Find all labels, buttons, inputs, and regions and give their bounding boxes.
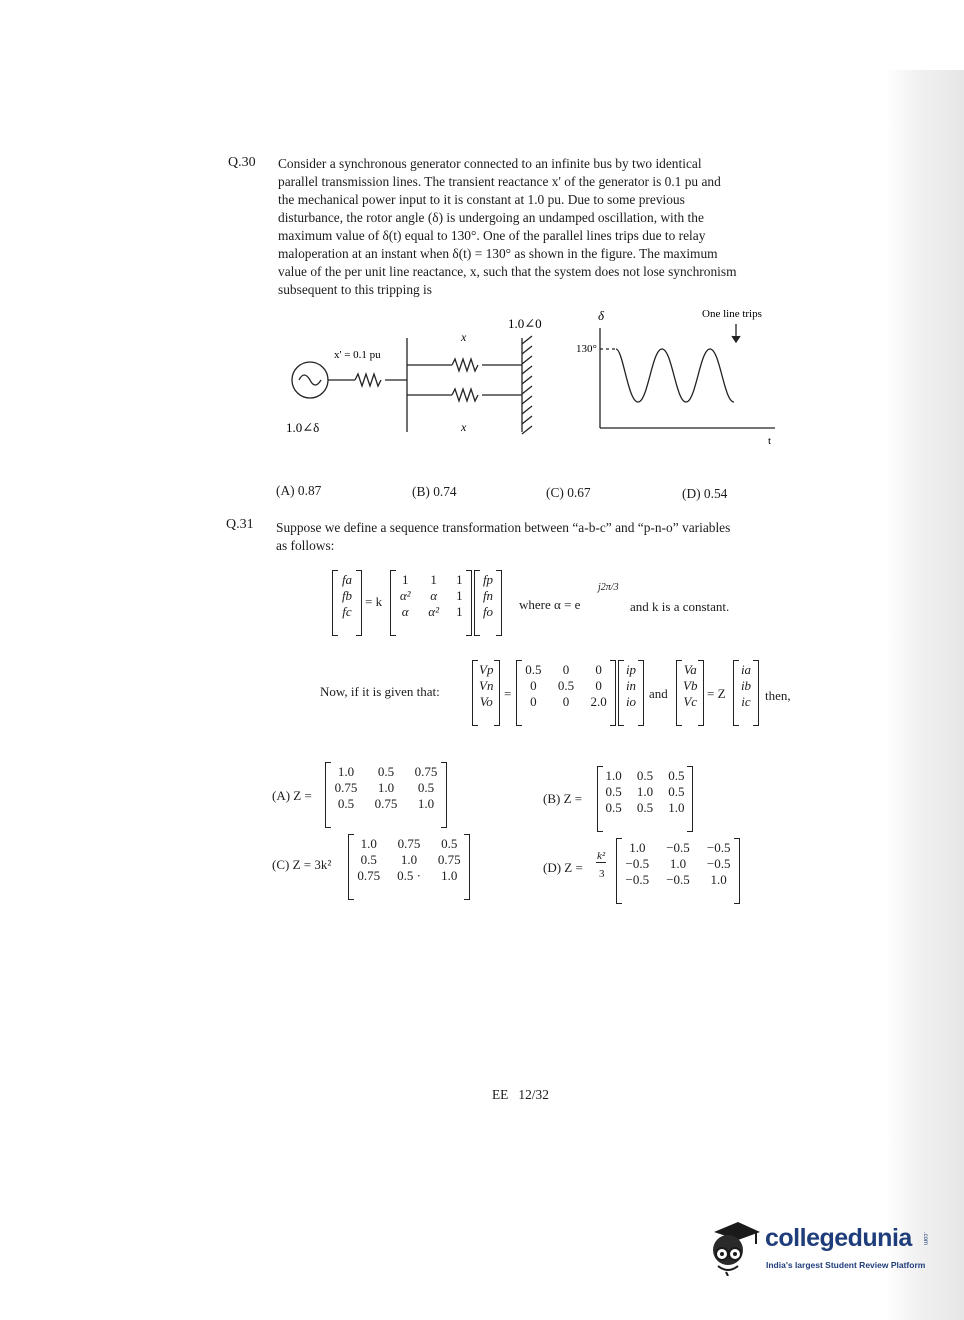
matrix-cell: −0.5 <box>625 856 650 871</box>
matrix-cell: 1 <box>456 588 463 603</box>
matrix-cell: 0 <box>530 678 537 693</box>
f-b: fb <box>341 588 353 603</box>
matrix-cell: 0.5 <box>360 852 377 867</box>
option-a-matrix <box>325 762 447 828</box>
v-abc-vector <box>676 660 704 726</box>
matrix-cell: −0.5 <box>666 872 690 887</box>
v-o: Vo <box>479 694 493 709</box>
matrix-cell: 1.0 <box>710 872 727 887</box>
matrix-cell: 0 <box>562 662 570 677</box>
matrix-cell: α² <box>428 604 439 619</box>
matrix-cell: 0 <box>595 662 602 677</box>
q30-option-c[interactable]: (C) 0.67 <box>546 485 591 500</box>
matrix-cell: 0 <box>530 694 537 709</box>
q30-option-a[interactable]: (A) 0.87 <box>276 483 322 498</box>
gen-voltage-label: 1.0∠δ <box>286 420 320 435</box>
f-c: fc <box>342 604 352 619</box>
matrix-cell: 0.5 <box>441 836 458 851</box>
matrix-cell: 0.5 <box>605 800 622 815</box>
matrix-cell: 0.75 <box>437 852 461 867</box>
option-d-fraction-num: k² <box>597 850 606 862</box>
matrix-cell: 1 <box>456 572 463 587</box>
q31-line: as follows: <box>276 538 335 553</box>
reactance-xprime <box>355 374 381 386</box>
eq2-and: and <box>649 686 668 701</box>
time-axis-label: t <box>768 435 772 447</box>
option-d-fraction-den: 3 <box>599 868 605 880</box>
q30-line: subsequent to this tripping is <box>278 282 432 297</box>
bus-voltage-label: 1.0∠0 <box>508 316 542 331</box>
v-p: Vp <box>479 662 494 677</box>
matrix-cell: 0.75 <box>374 796 398 811</box>
q30-line: maximum value of δ(t) equal to 130°. One of the parallel lines trips due to relay <box>278 228 706 243</box>
line-top-reactance <box>452 359 478 371</box>
matrix-cell: 1.0 <box>360 836 377 851</box>
matrix-cell: 0.5 · <box>397 868 421 883</box>
f-o: fo <box>482 604 494 619</box>
matrix-cell: 0.75 <box>357 868 381 883</box>
q30-line: the mechanical power input to it is constant at 1.0 pu. Due to some previous <box>278 192 685 207</box>
gen-reactance-label: x' = 0.1 pu <box>334 349 381 361</box>
angle-130-label: 130° <box>576 343 597 355</box>
i-pno-vector <box>618 660 644 726</box>
i-b: ib <box>740 678 752 693</box>
q30-option-d[interactable]: (D) 0.54 <box>682 486 728 501</box>
option-c-matrix <box>348 834 470 900</box>
matrix-cell: 1.0 <box>441 868 458 883</box>
option-a-label: (A) Z = <box>272 788 312 803</box>
option-d-label: (D) Z = <box>543 860 583 875</box>
matrix-cell: 0.5 <box>636 800 654 815</box>
f-p: fp <box>482 572 494 587</box>
matrix-cell: −0.5 <box>666 840 690 855</box>
matrix-cell: 1.0 <box>400 852 418 867</box>
q30-line: Consider a synchronous generator connected to an infinite bus by two identical <box>278 156 702 171</box>
option-b-matrix <box>597 766 693 832</box>
f-pno-vector <box>474 570 502 636</box>
q30-number: Q.30 <box>228 155 256 170</box>
rotor-angle-curve <box>616 349 734 402</box>
alpha-definition: where α = e <box>519 597 581 612</box>
q31-line: Suppose we define a sequence transformation between “a-b-c” and “p-n-o” variables <box>276 520 731 535</box>
logo-tld: .com <box>922 1232 928 1246</box>
matrix-cell: 1.0 <box>417 796 435 811</box>
i-c: ic <box>741 694 751 709</box>
i-o: io <box>625 694 637 709</box>
option-b-label: (B) Z = <box>543 791 583 806</box>
matrix-cell: 0.5 <box>525 662 542 677</box>
matrix-cell: α² <box>399 588 411 603</box>
matrix-cell: 1.0 <box>669 856 687 871</box>
f-abc-vector <box>332 570 362 636</box>
matrix-cell: α <box>401 604 409 619</box>
matrix-cell: 0.5 <box>636 768 654 783</box>
matrix-cell: 1.0 <box>605 768 622 783</box>
page-footer: EE 12/32 <box>492 1087 549 1102</box>
i-a: ia <box>740 662 752 677</box>
eq2-then: then, <box>765 688 791 703</box>
matrix-cell: −0.5 <box>625 872 650 887</box>
v-c: Vc <box>683 694 698 709</box>
matrix-cell: 1.0 <box>668 800 685 815</box>
eq2-equals-z: = Z <box>707 686 726 701</box>
matrix-cell: −0.5 <box>706 856 731 871</box>
matrix-cell: 0.5 <box>668 784 685 799</box>
matrix-cell: 0.5 <box>605 784 622 799</box>
i-abc-vector <box>733 660 759 726</box>
v-b: Vb <box>683 678 698 693</box>
q30-line: parallel transmission lines. The transient reactance x' of the generator is 0.1 pu and <box>278 174 721 189</box>
logo-name: collegedunia <box>765 1224 912 1252</box>
matrix-cell: 2.0 <box>590 694 607 709</box>
matrix-cell: 0.75 <box>334 780 358 795</box>
i-p: ip <box>625 662 637 677</box>
matrix-cell: 0 <box>595 678 602 693</box>
q31-text <box>276 519 806 555</box>
i-n: in <box>625 678 637 693</box>
q30-line: value of the per unit line reactance, x, such that the system does not lose synchronism <box>278 264 737 279</box>
matrix-cell: 0.5 <box>668 768 685 783</box>
option-d-matrix <box>616 838 740 904</box>
v-n: Vn <box>479 678 494 693</box>
v-a: Va <box>683 662 697 677</box>
matrix-cell: 1.0 <box>636 784 654 799</box>
matrix-cell: 1.0 <box>629 840 646 855</box>
q31-number: Q.31 <box>226 517 254 532</box>
f-n: fn <box>482 588 494 603</box>
matrix-cell: 1 <box>456 604 463 619</box>
matrix-cell: 0.75 <box>414 764 438 779</box>
eq2-equals: = <box>504 686 512 701</box>
matrix-cell: 1.0 <box>337 764 355 779</box>
trip-label: One line trips <box>702 308 762 320</box>
line-top-label: x <box>461 330 467 344</box>
matrix-cell: 1.0 <box>377 780 395 795</box>
student-mascot-icon <box>704 1214 762 1276</box>
line-bottom-reactance <box>452 389 478 401</box>
impedance-pno-matrix <box>516 660 616 726</box>
q30-figure <box>270 300 810 460</box>
k-constant-note: and k is a constant. <box>630 599 730 614</box>
matrix-cell: 0.5 <box>377 764 395 779</box>
matrix-cell: 0 <box>562 694 570 709</box>
matrix-cell: −0.5 <box>706 840 731 855</box>
matrix-cell: 1 <box>430 572 437 587</box>
matrix-cell: 0.5 <box>337 796 355 811</box>
q30-text <box>278 155 806 299</box>
eq1-equals-k: = k <box>365 594 383 609</box>
transform-matrix <box>390 570 472 636</box>
q30-line: disturbance, the rotor angle (δ) is undergoing an undamped oscillation, with the <box>278 210 704 225</box>
logo-tagline: India's largest Student Review Platform <box>766 1260 926 1270</box>
matrix-cell: 0.5 <box>417 780 435 795</box>
eq2-lead: Now, if it is given that: <box>320 684 440 699</box>
f-a: fa <box>341 572 353 587</box>
matrix-cell: 1 <box>401 572 409 587</box>
v-pno-vector <box>472 660 500 726</box>
alpha-exponent: j2π/3 <box>598 582 619 593</box>
collegedunia-logo[interactable] <box>704 1214 944 1284</box>
line-bottom-label: x <box>461 420 467 434</box>
delta-axis-label: δ <box>598 308 605 323</box>
matrix-cell: α <box>430 588 438 603</box>
matrix-cell: 0.75 <box>397 836 421 851</box>
q30-option-b[interactable]: (B) 0.74 <box>412 484 457 499</box>
matrix-cell: 0.5 <box>557 678 575 693</box>
page-edge-shadow <box>886 70 964 1320</box>
option-c-label: (C) Z = 3k² <box>272 857 332 872</box>
q30-line: maloperation at an instant when δ(t) = 130° as shown in the figure. The maximum <box>278 246 718 261</box>
